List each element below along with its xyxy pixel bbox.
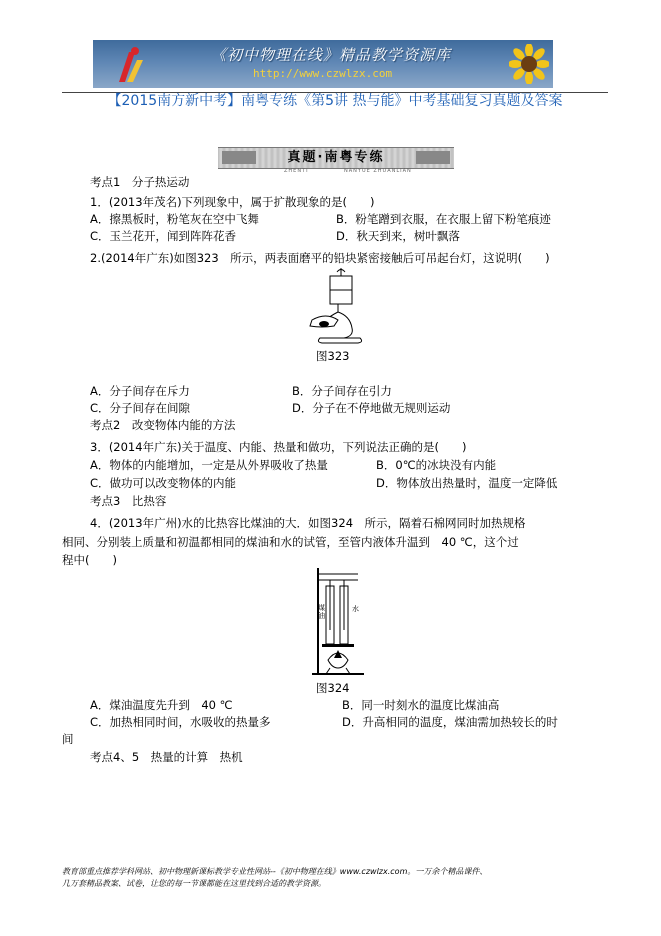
question-1-option-a: A．擦黑板时，粉笔灰在空中飞舞 bbox=[90, 212, 259, 226]
section-pinyin-right: NANYUE ZHUANLIAN bbox=[344, 168, 412, 174]
sunflower-icon bbox=[509, 44, 549, 84]
question-2-option-b: B．分子间存在引力 bbox=[292, 384, 392, 398]
question-1-option-b: B．粉笔蹭到衣服，在衣服上留下粉笔痕迹 bbox=[336, 212, 551, 226]
question-3-option-d: D．物体放出热量时，温度一定降低 bbox=[376, 476, 558, 490]
question-2-option-c: C．分子间存在间隙 bbox=[90, 401, 191, 415]
footer-line-2: 几万套精品教案、试卷，让您的每一节课都能在这里找到合适的教学资源。 bbox=[62, 879, 326, 888]
section-title: 真题·南粤专练 bbox=[287, 150, 385, 165]
site-logo-icon bbox=[115, 46, 147, 84]
question-4-stem-line-3: 程中( ) bbox=[62, 553, 117, 567]
question-2-option-d: D．分子在不停地做无规则运动 bbox=[292, 401, 451, 415]
question-4-option-a: A．煤油温度先升到 40 ℃ bbox=[90, 698, 233, 712]
figure-323-lamp-diagram bbox=[298, 268, 368, 344]
header-banner bbox=[93, 40, 553, 88]
question-4-option-d-line-2: 间 bbox=[62, 732, 74, 746]
banner-url[interactable]: http://www.czwlzx.com bbox=[253, 67, 393, 80]
question-4-stem-line-1: 4．(2013年广州)水的比热容比煤油的大．如图324 所示，隔着石棉网同时加热规格 bbox=[90, 516, 526, 530]
question-2-stem: 2.(2014年广东)如图323 所示，两表面磨平的铅块紧密接触后可吊起台灯，这说明( ) bbox=[90, 251, 550, 265]
question-1-option-d: D．秋天到来，树叶飘落 bbox=[336, 229, 460, 243]
topic-heading-2: 考点2 改变物体内能的方法 bbox=[90, 418, 236, 432]
section-pinyin-left: ZHENTI bbox=[284, 168, 309, 174]
question-3-stem: 3．(2014年广东)关于温度、内能、热量和做功，下列说法正确的是( ) bbox=[90, 440, 467, 454]
topic-heading-3: 考点3 比热容 bbox=[90, 494, 167, 508]
question-1-stem: 1．(2013年茂名)下列现象中，属于扩散现象的是( ) bbox=[90, 195, 375, 209]
figure-324-water-label: 水 bbox=[352, 605, 359, 613]
section-banner bbox=[218, 147, 454, 169]
figure-323-caption: 图323 bbox=[316, 349, 350, 363]
question-3-option-b: B．0℃的冰块没有内能 bbox=[376, 458, 497, 472]
question-4-option-c: C．加热相同时间，水吸收的热量多 bbox=[90, 715, 271, 729]
question-3-option-c: C．做功可以改变物体的内能 bbox=[90, 476, 237, 490]
question-4-stem-line-2: 相同、分别装上质量和初温都相同的煤油和水的试管，至管内液体升温到 40 ℃，这个过 bbox=[62, 535, 519, 549]
figure-324-heating-apparatus bbox=[310, 566, 366, 678]
question-2-option-a: A．分子间存在斥力 bbox=[90, 384, 190, 398]
footer-line-1: 教育部重点推荐学科网站、初中物理新课标教学专业性网站--《初中物理在线》www.czwlzx.com。一万余个精品课件、 bbox=[62, 867, 488, 876]
question-1-option-c: C．玉兰花开，闻到阵阵花香 bbox=[90, 229, 237, 243]
figure-324-caption: 图324 bbox=[316, 681, 350, 695]
question-3-option-a: A．物体的内能增加，一定是从外界吸收了热量 bbox=[90, 458, 328, 472]
question-4-option-d-line-1: D．升高相同的温度，煤油需加热较长的时 bbox=[342, 715, 558, 729]
document-title: 【2015南方新中考】南粤专练《第5讲 热与能》中考基础复习真题及答案 bbox=[107, 93, 563, 109]
banner-title: 《初中物理在线》精品教学资源库 bbox=[211, 46, 452, 64]
topic-heading-1: 考点1 分子热运动 bbox=[90, 175, 190, 189]
topic-heading-4-5: 考点4、5 热量的计算 热机 bbox=[90, 750, 243, 764]
figure-324-kerosene-label: 煤油 bbox=[318, 604, 325, 620]
page-footer bbox=[62, 866, 622, 890]
question-4-option-b: B．同一时刻水的温度比煤油高 bbox=[342, 698, 500, 712]
